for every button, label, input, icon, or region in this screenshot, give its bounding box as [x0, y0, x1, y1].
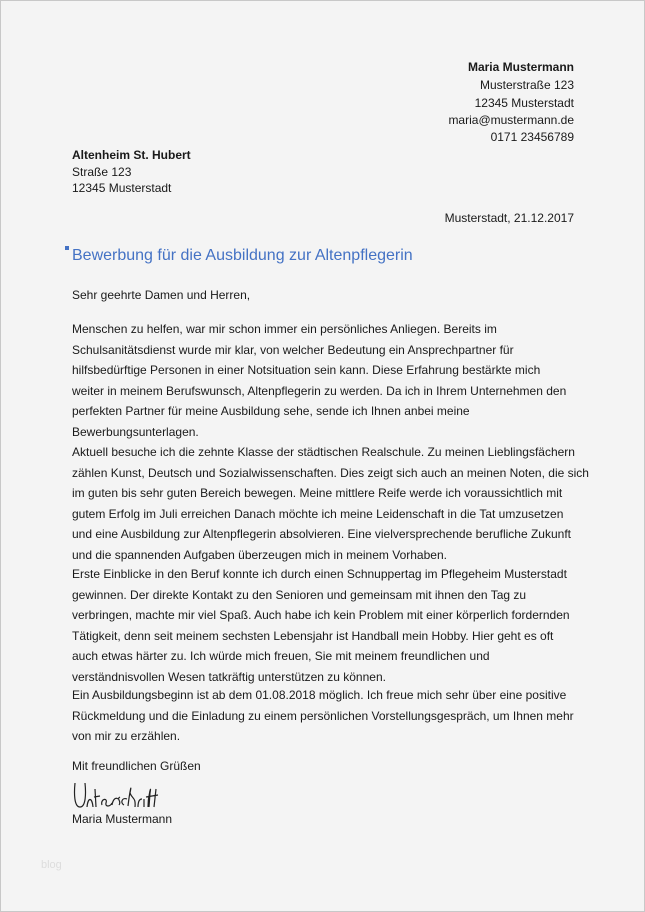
paragraph-line: Bewerbungsunterlagen. [72, 424, 199, 439]
letter-date: Musterstadt, 21.12.2017 [444, 211, 574, 225]
paragraph-line: verbringen, machte mir viel Spaß. Auch habe ich kein Problem mit einer körperlich fordernden [72, 608, 570, 623]
paragraph-line: auch etwas härter zu. Ich würde mich freuen, Sie mit meinem freundlichen und [72, 649, 490, 664]
paragraph-line: und die spannenden Aufgaben überzeugen mich in meinem Vorhaben. [72, 547, 447, 562]
recipient-street: Straße 123 [72, 165, 132, 179]
paragraph-line: verständnisvollen Wesen tatkräftig unterstützen zu können. [72, 669, 386, 684]
paragraph-line: Ein Ausbildungsbeginn ist ab dem 01.08.2018 möglich. Ich freue mich sehr über eine positive [72, 688, 567, 702]
watermark: blog [41, 859, 62, 871]
paragraph-line: zählen Kunst, Deutsch und Sozialwissenschaften. Dies zeigt sich auch an meinen Noten, die sich [72, 465, 589, 480]
paragraph-line: Menschen zu helfen, war mir schon immer ein persönliches Anliegen. Bereits im [72, 322, 497, 336]
paragraph-line: Schulsanitätsdienst wurde mir klar, von welcher Bedeutung ein Ansprechpartner für [72, 342, 514, 357]
paragraph-line: weiter in meinem Berufswunsch, Altenpflegerin zu werden. Da ich in Ihrem Unternehmen den [72, 383, 567, 398]
sender-name: Maria Mustermann [467, 60, 574, 74]
paragraph-line: gutem Erfolg im Juli erreichen Danach möchte ich meine Leidenschaft in die Tat umzusetzen [72, 506, 564, 521]
sender-phone: 0171 23456789 [490, 130, 574, 144]
paragraph-line: im guten bis sehr guten Bereich bewegen. Meine mittlere Reife werde ich voraussichtlich mit [72, 486, 563, 501]
paragraph-line: Rückmeldung und die Einladung zu einem persönlichen Vorstellungsgespräch, um Ihnen mehr [72, 708, 574, 723]
sender-street: Musterstraße 123 [479, 78, 574, 92]
paragraph-line: gewinnen. Der direkte Kontakt zu den Senioren und gemeinsam mit ihnen den Tag zu [72, 587, 527, 602]
paragraph-line: Aktuell besuche ich die zehnte Klasse der städtischen Realschule. Zu meinen Lieblingsfächern [72, 445, 575, 459]
recipient-name: Altenheim St. Hubert [72, 148, 191, 162]
paragraph-line: und eine Ausbildung zur Altenpflegerin absolvieren. Eine vielversprechende berufliche Zukunft [72, 527, 571, 542]
paragraph-line: perfekten Partner für meine Ausbildung sehe, sende ich Ihnen anbei meine [72, 404, 470, 419]
paragraph-line: Erste Einblicke in den Beruf konnte ich durch einen Schnuppertag im Pflegeheim Musterstadt [72, 567, 567, 581]
signer-name: Maria Mustermann [72, 812, 173, 826]
paragraph-2 [72, 442, 589, 566]
letter-subject: Bewerbung für die Ausbildung zur Altenpflegerin [72, 247, 413, 264]
paragraph-3 [72, 564, 570, 688]
paragraph-line: Tätigkeit, denn seit meinem sechsten Lebensjahr ist Handball mein Hobby. Hier geht es oft [72, 628, 554, 643]
signature-image [72, 779, 172, 813]
recipient-city: 12345 Musterstadt [72, 181, 172, 195]
sender-email: maria@mustermann.de [448, 113, 574, 127]
paragraph-line: hilfsbedürftige Personen in einer Notsituation sein kann. Diese Erfahrung bestärkte mich [72, 363, 541, 378]
heading-marker [65, 246, 69, 250]
paragraph-4 [72, 685, 574, 747]
closing: Mit freundlichen Grüßen [72, 759, 201, 773]
paragraph-line: von mir zu erzählen. [72, 729, 181, 744]
paragraph-1 [72, 319, 566, 443]
greeting: Sehr geehrte Damen und Herren, [72, 288, 251, 302]
sender-city: 12345 Musterstadt [474, 96, 574, 110]
